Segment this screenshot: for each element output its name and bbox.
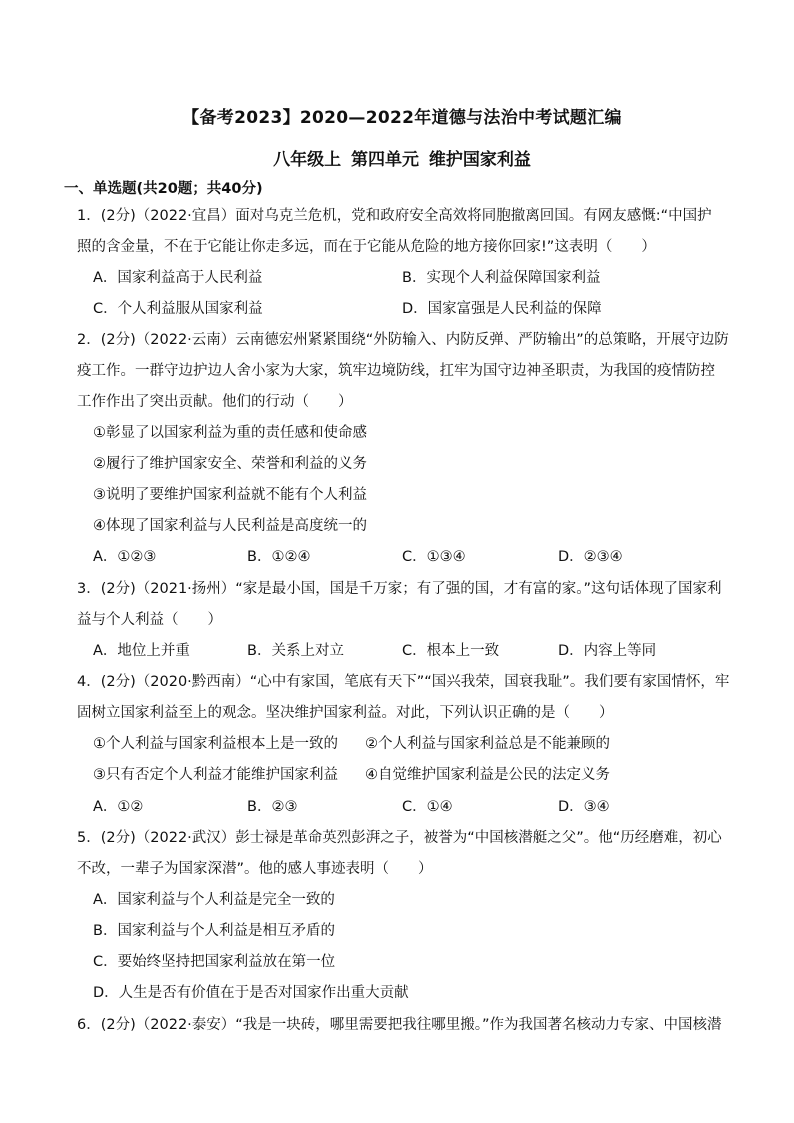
question-2-statement-2: ②履行了维护国家安全、荣誉和利益的义务 bbox=[93, 456, 367, 472]
question-5-line-1: 5．(2分)（2022·武汉）彭士禄是革命英烈彭湃之子，被誉为“中国核潜艇之父”。他“历经磨难，初心 bbox=[77, 830, 722, 846]
question-2-line-3: 工作作出了突出贡献。他们的行动（ ） bbox=[77, 394, 353, 410]
question-4-statement-1: ①个人利益与国家利益根本上是一致的 bbox=[93, 736, 338, 752]
question-4-option-d: D．③④ bbox=[558, 799, 610, 815]
question-3-option-b: B．关系上对立 bbox=[247, 643, 344, 659]
question-1-option-a: A．国家利益高于人民利益 bbox=[93, 270, 263, 286]
question-4-line-1: 4．(2分)（2020·黔西南）“心中有家国，笔底有天下”“国兴我荣，国衰我耻”。我们要有家国情怀，牢 bbox=[77, 674, 730, 690]
question-3-option-c: C．根本上一致 bbox=[402, 643, 500, 659]
question-5-option-d: D．人生是否有价值在于是否对国家作出重大贡献 bbox=[93, 985, 409, 1001]
question-3-line-1: 3．(2分)（2021·扬州）“家是最小国，国是千万家；有了强的国，才有富的家。”这句话体现了国家利 bbox=[77, 581, 722, 597]
question-1-option-d: D．国家富强是人民利益的保障 bbox=[402, 301, 602, 317]
question-2-line-1: 2．(2分)（2022·云南）云南德宏州紧紧围绕“外防输入、内防反弹、严防输出”的总策略，开展守边防 bbox=[77, 332, 729, 348]
question-4-option-b: B．②③ bbox=[247, 799, 298, 815]
document-title: 【备考2023】2020—2022年道德与法治中考试题汇编 bbox=[182, 108, 622, 128]
section-heading: 一、单选题(共20题；共40分) bbox=[64, 181, 263, 197]
question-3-option-a: A．地位上并重 bbox=[93, 643, 190, 659]
question-2-option-c: C．①③④ bbox=[402, 549, 466, 565]
question-2-line-2: 疫工作。一群守边护边人舍小家为大家，筑牢边境防线，扛牢为国守边神圣职责，为我国的疫情防控 bbox=[77, 363, 715, 379]
question-2-statement-1: ①彰显了以国家利益为重的责任感和使命感 bbox=[93, 425, 367, 441]
question-1-option-b: B．实现个人利益保障国家利益 bbox=[402, 270, 601, 286]
question-4-option-a: A．①② bbox=[93, 799, 144, 815]
question-5-line-2: 不改，一辈子为国家深潜”。他的感人事迹表明（ ） bbox=[77, 861, 433, 877]
question-1-option-c: C．个人利益服从国家利益 bbox=[93, 301, 263, 317]
question-2-option-d: D．②③④ bbox=[558, 549, 623, 565]
question-5-option-a: A．国家利益与个人利益是完全一致的 bbox=[93, 892, 335, 908]
question-4-line-2: 固树立国家利益至上的观念。坚决维护国家利益。对此，下列认识正确的是（ ） bbox=[77, 705, 614, 721]
question-4-statement-3: ③只有否定个人利益才能维护国家利益 bbox=[93, 767, 338, 783]
question-4-statement-2: ②个人利益与国家利益总是不能兼顾的 bbox=[365, 736, 610, 752]
question-2-option-a: A．①②③ bbox=[93, 549, 157, 565]
question-3-option-d: D．内容上等同 bbox=[558, 643, 657, 659]
document-subtitle: 八年级上 第四单元 维护国家利益 bbox=[273, 150, 531, 170]
question-5-option-b: B．国家利益与个人利益是相互矛盾的 bbox=[93, 923, 335, 939]
question-4-statement-4: ④自觉维护国家利益是公民的法定义务 bbox=[365, 767, 610, 783]
question-2-statement-4: ④体现了国家利益与人民利益是高度统一的 bbox=[93, 518, 367, 534]
question-2-option-b: B．①②④ bbox=[247, 549, 311, 565]
question-5-option-c: C．要始终坚持把国家利益放在第一位 bbox=[93, 954, 336, 970]
question-3-line-2: 益与个人利益（ ） bbox=[77, 612, 222, 628]
question-1-line-1: 1．(2分)（2022·宜昌）面对乌克兰危机，党和政府安全高效将同胞撤离回国。有网友感慨:“中国护 bbox=[77, 208, 712, 224]
question-6-line-1: 6．(2分)（2022·泰安）“我是一块砖，哪里需要把我往哪里搬。”作为我国著名核动力专家、中国核潜 bbox=[77, 1017, 722, 1033]
question-2-statement-3: ③说明了要维护国家利益就不能有个人利益 bbox=[93, 487, 367, 503]
question-1-line-2: 照的含金量，不在于它能让你走多远，而在于它能从危险的地方接你回家!”这表明（ ） bbox=[77, 239, 656, 255]
question-4-option-c: C．①④ bbox=[402, 799, 453, 815]
